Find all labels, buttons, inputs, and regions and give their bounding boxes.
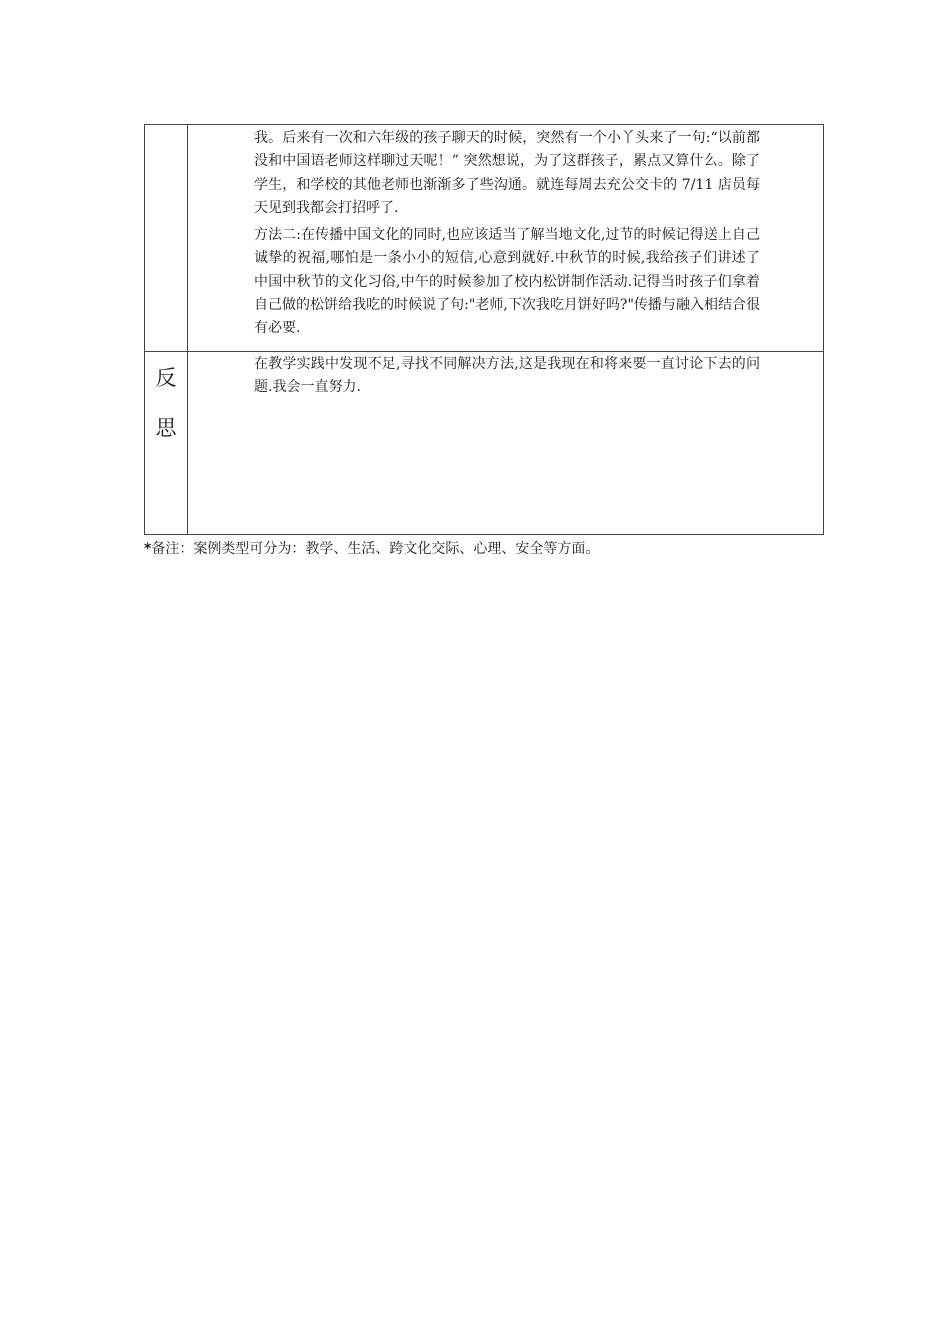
footnote-asterisk: * (144, 541, 152, 557)
table-row-reflection (145, 352, 823, 534)
row-content-cell (188, 125, 823, 351)
method-one-paragraph: 我。后来有一次和六年级的孩子聊天的时候，突然有一个小丫头来了一句:“以前都没和中国语老师这样聊过天呢！” 突然想说，为了这群孩子，累点又算什么。除了学生，和学校的其他老师也渐渐多了些沟通。就连每周去充公交卡的 7/11 店员每天见到我都会打招呼了. (254, 130, 760, 216)
reflection-content-cell (188, 352, 823, 534)
case-table (144, 124, 824, 535)
row-label-cell (145, 125, 188, 351)
reflection-paragraph: 在教学实践中发现不足,寻找不同解决方法,这是我现在和将来要一直讨论下去的问题.我会一直努力. (254, 356, 760, 396)
reflection-label-cell (145, 352, 188, 534)
method-two-paragraph: 方法二:在传播中国文化的同时,也应该适当了解当地文化,过节的时候记得送上自己诚挚的祝福,哪怕是一条小小的短信,心意到就好.中秋节的时候,我给孩子们讲述了中国中秋节的文化习俗,中午的时候参加了校内松饼制作活动.记得当时孩子们拿着自己做的松饼给我吃的时候说了句:"老师,下次我吃月饼好吗?"传播与融入相结合很有必要. (254, 227, 760, 337)
footnote (144, 539, 599, 559)
reflection-label-char-1: 反 (155, 366, 177, 390)
table-row-methods (145, 125, 823, 352)
footnote-text: 备注：案例类型可分为：教学、生活、跨文化交际、心理、安全等方面。 (151, 541, 600, 557)
reflection-label-char-2: 思 (155, 416, 177, 440)
